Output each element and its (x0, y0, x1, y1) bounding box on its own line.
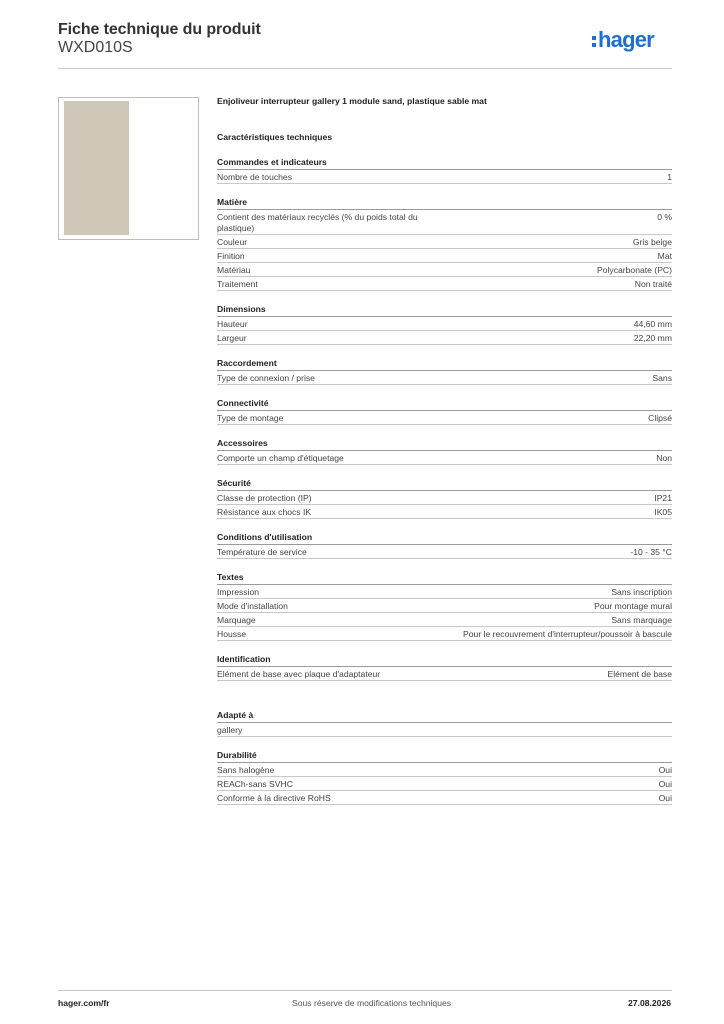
spec-section (217, 156, 672, 184)
spec-section (217, 709, 672, 737)
spec-section (217, 303, 672, 345)
spec-label: Marquage (217, 615, 256, 625)
spec-row (217, 371, 672, 385)
spec-section (217, 749, 672, 805)
section-title: Adapté à (217, 709, 672, 723)
spec-row (217, 505, 672, 519)
spec-label: Couleur (217, 237, 248, 247)
spec-content (217, 94, 672, 805)
header-divider (58, 68, 672, 69)
section-title: Matière (217, 196, 672, 210)
spec-row (217, 277, 672, 291)
spec-section (217, 437, 672, 465)
footer-divider (58, 990, 672, 991)
spec-row (217, 599, 672, 613)
spec-section (217, 357, 672, 385)
spec-row (217, 263, 672, 277)
spec-label: Traitement (217, 279, 258, 289)
spec-row (217, 667, 672, 681)
spec-row (217, 210, 672, 235)
spec-value: Sans (652, 373, 672, 383)
spec-value: 1 (667, 172, 672, 182)
spec-value: Mat (657, 251, 672, 261)
spec-row (217, 249, 672, 263)
spec-value: -10 - 35 °C (630, 547, 672, 557)
spec-label: Température de service (217, 547, 307, 557)
spec-value: Clipsé (648, 413, 672, 423)
spec-label: Hauteur (217, 319, 248, 329)
spec-label: Matériau (217, 265, 251, 275)
spec-value: 0 % (657, 212, 672, 222)
section-title: Raccordement (217, 357, 672, 371)
spec-section (217, 571, 672, 641)
spec-label: Impression (217, 587, 260, 597)
spec-value: Pour montage mural (594, 601, 672, 611)
spec-row (217, 627, 672, 641)
spec-value: Non (656, 453, 672, 463)
spec-row (217, 763, 672, 777)
product-description: Enjoliveur interrupteur gallery 1 module sand, plastique sable mat (217, 96, 487, 106)
logo-dots-icon (592, 36, 596, 47)
spec-label: Largeur (217, 333, 247, 343)
spec-row (217, 585, 672, 599)
section-title: Durabilité (217, 749, 672, 763)
spec-section (217, 397, 672, 425)
spec-label: Comporte un champ d'étiquetage (217, 453, 344, 463)
spec-value: Gris beige (632, 237, 672, 247)
product-image-frame (58, 97, 199, 240)
footer-notice: Sous réserve de modifications techniques (292, 998, 452, 1008)
spec-value: IP21 (654, 493, 672, 503)
spec-section (217, 531, 672, 559)
spec-value: Oui (658, 765, 672, 775)
spec-label: Résistance aux chocs IK (217, 507, 312, 517)
footer-date: 27.08.2026 (628, 998, 672, 1008)
spec-value: Sans inscription (611, 587, 672, 597)
spec-value: Sans marquage (611, 615, 672, 625)
spec-label: Nombre de touches (217, 172, 292, 182)
spec-label: Conforme à la directive RoHS (217, 793, 331, 803)
spec-row (217, 777, 672, 791)
spec-row (217, 791, 672, 805)
spec-row (217, 317, 672, 331)
spec-value: Oui (658, 779, 672, 789)
spec-row (217, 491, 672, 505)
spec-label: Contient des matériaux recyclés (% du poids total du plastique) (217, 212, 418, 233)
spec-row (217, 411, 672, 425)
spec-row (217, 235, 672, 249)
product-reference: WXD010S (58, 39, 133, 56)
logo-text: hager (598, 27, 654, 52)
spec-value: Pour le recouvrement d'interrupteur/poussoir à bascule (463, 629, 672, 639)
product-image (64, 101, 129, 235)
spec-value: Oui (658, 793, 672, 803)
spec-row (217, 451, 672, 465)
spec-row (217, 545, 672, 559)
spec-row (217, 170, 672, 184)
section-title: Sécurité (217, 477, 672, 491)
section-title: Conditions d'utilisation (217, 531, 672, 545)
section-title: Accessoires (217, 437, 672, 451)
page-title: Fiche technique du produit (58, 21, 261, 38)
spec-sections (217, 156, 672, 805)
brand-logo (592, 29, 654, 51)
spec-label: Classe de protection (IP) (217, 493, 312, 503)
spec-value: IK05 (654, 507, 672, 517)
section-title: Dimensions (217, 303, 672, 317)
spec-label: gallery (217, 725, 243, 735)
spec-section (217, 196, 672, 291)
tech-section-title: Caractéristiques techniques (217, 132, 333, 142)
spec-label: Sans halogène (217, 765, 275, 775)
spec-row (217, 723, 672, 737)
spec-section (217, 653, 672, 681)
spec-row (217, 613, 672, 627)
spec-label: Elément de base avec plaque d'adaptateur (217, 669, 381, 679)
section-title: Textes (217, 571, 672, 585)
spec-label: Finition (217, 251, 245, 261)
spec-row (217, 331, 672, 345)
spec-value: Non traité (634, 279, 672, 289)
spec-label: Type de montage (217, 413, 284, 423)
spec-label: Housse (217, 629, 247, 639)
spec-label: REACh-sans SVHC (217, 779, 293, 789)
spec-value: 22,20 mm (633, 333, 672, 343)
section-title: Commandes et indicateurs (217, 156, 672, 170)
spec-label: Mode d'installation (217, 601, 288, 611)
spec-value: 44,60 mm (633, 319, 672, 329)
footer-website-link[interactable]: hager.com/fr (58, 998, 110, 1008)
spec-section (217, 477, 672, 519)
spec-label: Type de connexion / prise (217, 373, 315, 383)
spec-value: Polycarbonate (PC) (597, 265, 672, 275)
section-title: Identification (217, 653, 672, 667)
section-title: Connectivité (217, 397, 672, 411)
spec-value: Elément de base (607, 669, 672, 679)
